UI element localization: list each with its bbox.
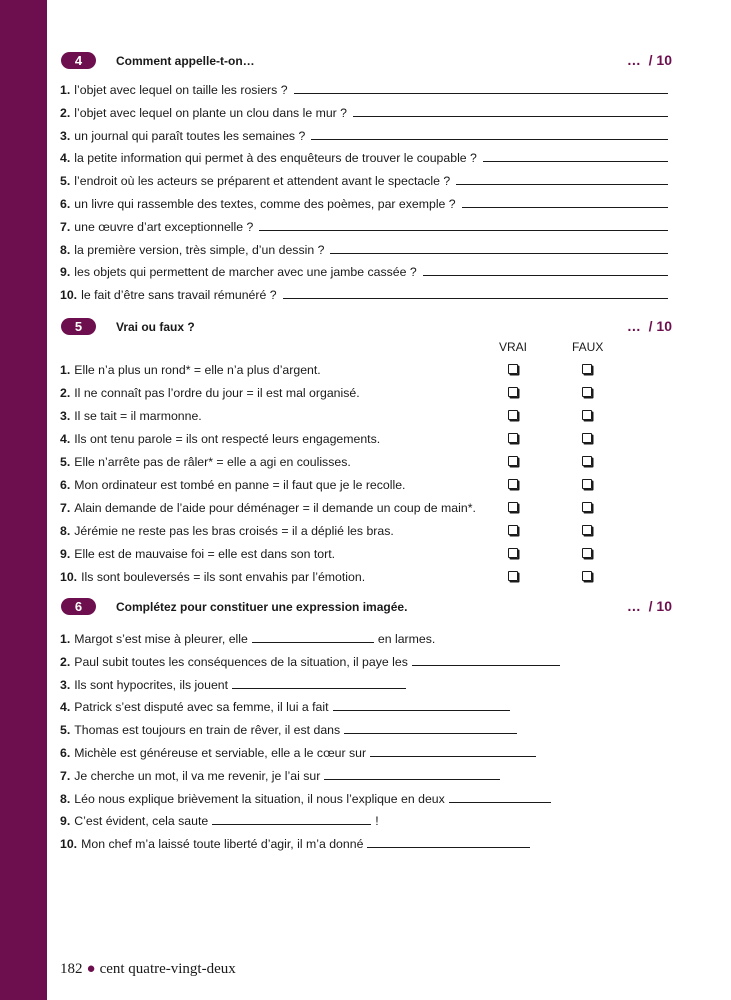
question-number: 4. bbox=[60, 151, 71, 166]
sentence-number: 9. bbox=[60, 814, 71, 829]
statement-text: Elle est de mauvaise foi = elle est dans son tort. bbox=[74, 547, 336, 561]
question-row bbox=[60, 148, 668, 166]
sentence-start: Margot s’est mise à pleurer, elle bbox=[74, 632, 248, 646]
statement-number: 5. bbox=[60, 455, 71, 469]
question-text: les objets qui permettent de marcher avec une jambe cassée ? bbox=[74, 265, 417, 280]
completion-blank[interactable] bbox=[333, 697, 510, 711]
statement-text: Jérémie ne reste pas les bras croisés = il a déplié les bras. bbox=[74, 524, 394, 538]
question-text: la première version, très simple, d’un dessin ? bbox=[74, 242, 325, 257]
statement-number: 6. bbox=[60, 478, 71, 492]
question-text: l’endroit où les acteurs se préparent et attendent avant le spectacle ? bbox=[74, 174, 451, 189]
sentence-row bbox=[60, 652, 564, 670]
true-checkbox[interactable] bbox=[508, 479, 518, 489]
sentence-end: en larmes. bbox=[377, 632, 436, 646]
answer-blank[interactable] bbox=[330, 240, 668, 254]
statement-text: Alain demande de l’aide pour déménager = il demande un coup de main*. bbox=[74, 501, 476, 515]
false-checkbox[interactable] bbox=[582, 456, 592, 466]
page-sidebar-band bbox=[0, 0, 47, 1000]
sentence-row bbox=[60, 720, 521, 738]
question-row bbox=[60, 171, 668, 189]
page-footer bbox=[60, 959, 236, 979]
sentence-number: 7. bbox=[60, 768, 71, 783]
sentence-start: Patrick s’est disputé avec sa femme, il lui a fait bbox=[74, 700, 329, 715]
section-title: Complétez pour constituer une expression imagée. bbox=[116, 600, 408, 614]
answer-blank[interactable] bbox=[423, 262, 668, 276]
false-checkbox[interactable] bbox=[582, 410, 592, 420]
question-row bbox=[60, 126, 668, 144]
false-checkbox[interactable] bbox=[582, 433, 592, 443]
completion-blank[interactable] bbox=[370, 743, 536, 757]
question-number: 1. bbox=[60, 83, 71, 97]
statement-text: Il se tait = il marmonne. bbox=[74, 409, 202, 423]
completion-blank[interactable] bbox=[252, 629, 374, 643]
column-header-true: VRAI bbox=[499, 340, 528, 354]
statement-row bbox=[60, 430, 380, 448]
question-row bbox=[60, 285, 668, 303]
sentence-start: Thomas est toujours en train de rêver, il est dans bbox=[74, 723, 341, 738]
sentence-number: 10. bbox=[60, 837, 78, 852]
question-number: 10. bbox=[60, 288, 78, 303]
sentence-start: C’est évident, cela saute bbox=[74, 814, 209, 829]
question-number: 2. bbox=[60, 105, 71, 120]
page-number: 182 bbox=[60, 961, 83, 977]
completion-blank[interactable] bbox=[324, 766, 500, 780]
sentence-start: Léo nous explique brièvement la situation, il nous l’explique en deux bbox=[74, 791, 445, 806]
true-checkbox[interactable] bbox=[508, 548, 518, 558]
false-checkbox[interactable] bbox=[582, 479, 592, 489]
question-row bbox=[60, 80, 668, 98]
sentence-row bbox=[60, 675, 410, 693]
sentence-row bbox=[60, 834, 534, 852]
statement-number: 10. bbox=[60, 570, 78, 584]
question-text: un journal qui paraît toutes les semaines ? bbox=[74, 128, 306, 143]
question-text: l’objet avec lequel on plante un clou dans le mur ? bbox=[74, 105, 348, 120]
section-6-header bbox=[61, 598, 672, 616]
question-text: un livre qui rassemble des textes, comme des poèmes, par exemple ? bbox=[74, 197, 456, 211]
question-text: l’objet avec lequel on taille les rosiers ? bbox=[74, 83, 288, 97]
sentence-row bbox=[60, 811, 379, 829]
true-checkbox[interactable] bbox=[508, 410, 518, 420]
statement-row bbox=[60, 522, 394, 540]
question-row bbox=[60, 194, 668, 212]
sentence-start: Mon chef m’a laissé toute liberté d’agir, il m’a donné bbox=[81, 837, 364, 852]
statement-row bbox=[60, 407, 202, 425]
statement-text: Ils sont bouleversés = ils sont envahis par l’émotion. bbox=[81, 570, 366, 584]
question-number: 9. bbox=[60, 265, 71, 280]
completion-blank[interactable] bbox=[367, 834, 530, 848]
bullet-icon: ● bbox=[86, 961, 96, 977]
question-row bbox=[60, 240, 668, 258]
question-row bbox=[60, 262, 668, 280]
answer-blank[interactable] bbox=[353, 103, 668, 117]
sentence-number: 3. bbox=[60, 677, 71, 692]
completion-blank[interactable] bbox=[449, 789, 551, 803]
question-row bbox=[60, 103, 668, 121]
statement-number: 2. bbox=[60, 386, 71, 400]
statement-text: Il ne connaît pas l’ordre du jour = il est mal organisé. bbox=[74, 386, 360, 400]
page-number-words: cent quatre-vingt-deux bbox=[99, 961, 236, 977]
sentence-end: ! bbox=[375, 814, 379, 829]
true-checkbox[interactable] bbox=[508, 387, 518, 397]
true-checkbox[interactable] bbox=[508, 502, 518, 512]
question-text: la petite information qui permet à des enquêteurs de trouver le coupable ? bbox=[74, 151, 477, 166]
statement-number: 3. bbox=[60, 409, 71, 423]
question-number: 3. bbox=[60, 128, 71, 143]
section-title: Comment appelle-t-on… bbox=[116, 54, 255, 68]
question-number: 8. bbox=[60, 242, 71, 257]
sentence-number: 1. bbox=[60, 632, 71, 646]
false-checkbox[interactable] bbox=[582, 364, 592, 374]
answer-blank[interactable] bbox=[283, 285, 668, 299]
sentence-row bbox=[60, 697, 514, 715]
answer-blank[interactable] bbox=[456, 171, 668, 185]
sentence-row bbox=[60, 789, 555, 807]
answer-blank[interactable] bbox=[462, 194, 668, 208]
section-number-badge: 5 bbox=[61, 318, 96, 335]
false-checkbox[interactable] bbox=[582, 525, 592, 535]
statement-number: 7. bbox=[60, 501, 71, 515]
sentence-start: Ils sont hypocrites, ils jouent bbox=[74, 677, 229, 692]
completion-blank[interactable] bbox=[232, 675, 406, 689]
section-5-header bbox=[61, 318, 672, 336]
sentence-row bbox=[60, 629, 435, 647]
statement-row bbox=[60, 545, 335, 563]
sentence-number: 4. bbox=[60, 700, 71, 715]
score-label: … / 10 bbox=[626, 598, 672, 614]
column-header-false: FAUX bbox=[572, 340, 604, 354]
section-title: Vrai ou faux ? bbox=[116, 320, 195, 334]
answer-blank[interactable] bbox=[294, 80, 668, 94]
false-checkbox[interactable] bbox=[582, 571, 592, 581]
statement-number: 9. bbox=[60, 547, 71, 561]
sentence-row bbox=[60, 766, 504, 784]
statement-text: Ils ont tenu parole = ils ont respecté leurs engagements. bbox=[74, 432, 381, 446]
sentence-number: 5. bbox=[60, 723, 71, 738]
statement-text: Elle n’arrête pas de râler* = elle a agi en coulisses. bbox=[74, 455, 351, 469]
section-number-badge: 6 bbox=[61, 598, 96, 615]
sentence-start: Michèle est généreuse et serviable, elle a le cœur sur bbox=[74, 746, 367, 760]
question-text: une œuvre d’art exceptionnelle ? bbox=[74, 219, 254, 234]
statement-row bbox=[60, 384, 360, 402]
sentence-number: 8. bbox=[60, 791, 71, 806]
statement-row bbox=[60, 476, 405, 494]
statement-number: 1. bbox=[60, 363, 71, 377]
answer-blank[interactable] bbox=[259, 217, 668, 231]
question-number: 6. bbox=[60, 197, 71, 211]
question-text: le fait d’être sans travail rémunéré ? bbox=[81, 288, 277, 303]
statement-text: Mon ordinateur est tombé en panne = il faut que je le recolle. bbox=[74, 478, 406, 492]
statement-row bbox=[60, 453, 351, 471]
completion-blank[interactable] bbox=[412, 652, 560, 666]
true-checkbox[interactable] bbox=[508, 571, 518, 581]
true-checkbox[interactable] bbox=[508, 433, 518, 443]
completion-blank[interactable] bbox=[344, 720, 517, 734]
false-checkbox[interactable] bbox=[582, 502, 592, 512]
false-checkbox[interactable] bbox=[582, 387, 592, 397]
statement-row bbox=[60, 361, 321, 379]
sentence-number: 2. bbox=[60, 654, 71, 669]
question-number: 7. bbox=[60, 219, 71, 234]
statement-number: 4. bbox=[60, 432, 71, 446]
true-checkbox[interactable] bbox=[508, 364, 518, 374]
section-number-badge: 4 bbox=[61, 52, 96, 69]
false-checkbox[interactable] bbox=[582, 548, 592, 558]
score-label: … / 10 bbox=[626, 318, 672, 334]
sentence-row bbox=[60, 743, 540, 761]
question-number: 5. bbox=[60, 174, 71, 189]
true-checkbox[interactable] bbox=[508, 456, 518, 466]
answer-blank[interactable] bbox=[483, 148, 668, 162]
completion-blank[interactable] bbox=[212, 811, 371, 825]
score-label: … / 10 bbox=[626, 52, 672, 68]
sentence-start: Je cherche un mot, il va me revenir, je l’ai sur bbox=[74, 768, 321, 783]
section-4-header bbox=[61, 52, 672, 70]
statement-row bbox=[60, 568, 365, 586]
answer-blank[interactable] bbox=[311, 126, 668, 140]
question-row bbox=[60, 217, 668, 235]
true-checkbox[interactable] bbox=[508, 525, 518, 535]
statement-number: 8. bbox=[60, 524, 71, 538]
statement-text: Elle n’a plus un rond* = elle n’a plus d’argent. bbox=[74, 363, 321, 377]
sentence-start: Paul subit toutes les conséquences de la situation, il paye les bbox=[74, 654, 408, 669]
statement-row bbox=[60, 499, 476, 517]
sentence-number: 6. bbox=[60, 746, 71, 760]
